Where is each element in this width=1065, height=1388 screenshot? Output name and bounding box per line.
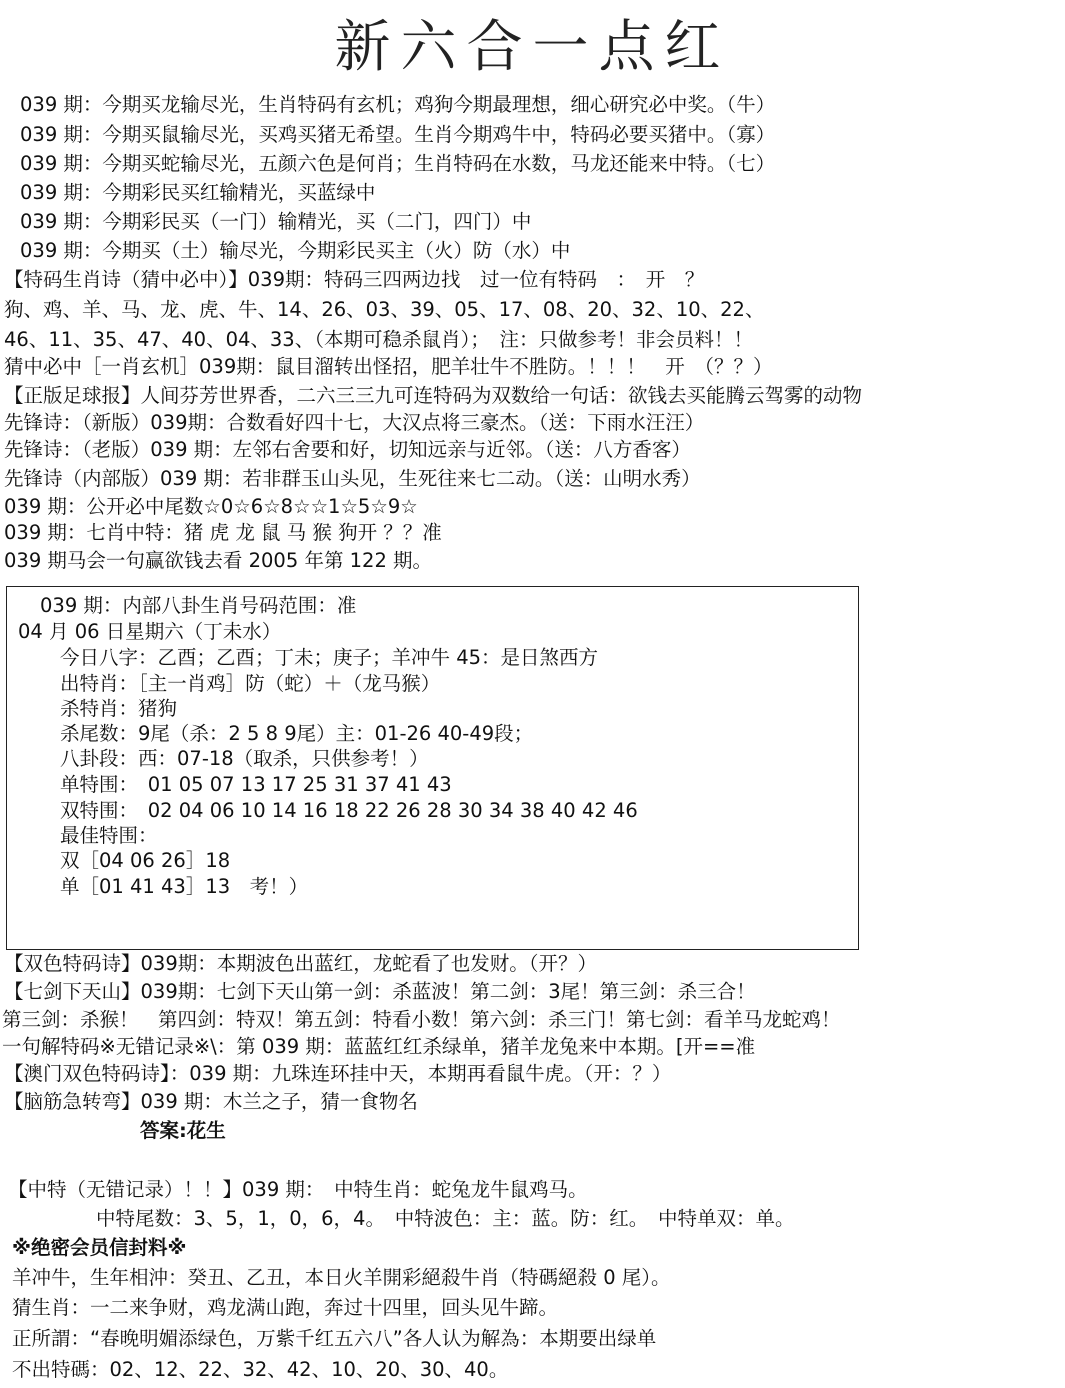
- secret-title: ※绝密会员信封料※: [12, 1236, 187, 1259]
- secret-line: 正所謂：“春晚明媚添绿色，万紫千红五六八”各人认为解為：本期要出绿单: [12, 1327, 657, 1350]
- poem-line: 先锋诗：（老版）039 期：左邻右舍要和好，切知远亲与近邻。（送：八方香客）: [4, 438, 691, 461]
- box-line: 杀尾数：9尾（杀：2 5 8 9尾）主：01-26 40-49段；: [60, 722, 534, 745]
- header-line: 039 期：今期买龙输尽光，生肖特码有玄机；鸡狗今期最理想，细心研究必中奖。（牛）: [20, 93, 776, 116]
- bottom-line: 【七剑下天山】039期：七剑下天山第一剑：杀蓝波！第二剑：3尾！第三剑：杀三合！: [4, 980, 756, 1003]
- secret-line: 羊冲牛，生年相沖：癸丑、乙丑，本日火羊開彩絕殺牛肖（特碼絕殺 0 尾）。: [12, 1266, 671, 1289]
- poem-line: 039 期：七肖中特：猪 虎 龙 鼠 马 猴 狗开 ？？准: [4, 521, 442, 544]
- poem-line: 【正版足球报】人间芬芳世界香，二六三三九可连特码为双数给一句话：欲钱去买能腾云驾雾的动物: [4, 384, 863, 407]
- box-line: 04 月 06 日星期六（丁未水）: [18, 620, 282, 643]
- box-line: 今日八字：乙酉；乙酉；丁未；庚子；羊冲牛 45：是日煞西方: [60, 646, 599, 669]
- poem-line: 先锋诗：（新版）039期：合数看好四十七，大汉点将三豪杰。（送：下雨水汪汪）: [4, 411, 705, 434]
- header-line: 039 期：今期彩民买红输精光，买蓝绿中: [20, 181, 376, 204]
- bottom-line: 【澳门双色特码诗】：039 期：九珠连环挂中天，本期再看鼠牛虎。（开：？）: [4, 1062, 672, 1085]
- bottom-line: 一句解特码※无错记录※\：第 039 期：蓝蓝红红杀绿单，猪羊龙兔来中本期。[开==准: [2, 1035, 756, 1058]
- bottom-line: 【双色特码诗】039期：本期波色出蓝红，龙蛇看了也发财。（开？）: [4, 952, 597, 975]
- bottom-line: 【脑筋急转弯】039 期：木兰之子，猜一食物名: [4, 1090, 418, 1113]
- box-line: 单特围： 01 05 07 13 17 25 31 37 41 43: [60, 773, 452, 796]
- header-line: 039 期：今期买蛇输尽光，五颜六色是何肖；生肖特码在水数，马龙还能来中特。（七）: [20, 152, 776, 175]
- zhongte-line: 中特尾数：3、5，1，0，6，4。 中特波色：主：蓝。防：红。 中特单双：单。: [96, 1207, 795, 1230]
- box-line: 单［01 41 43］13 考！）: [60, 875, 309, 898]
- box-line: 杀特肖：猪狗: [60, 697, 178, 720]
- poem-line: 【特码生肖诗（猜中必中）】039期：特码三四两边找 过一位有特码 ： 开 ？: [4, 268, 705, 291]
- box-line: 出特肖：［主一肖鸡］防（蛇）＋（龙马猴）: [60, 672, 441, 695]
- poem-line: 猜中必中［一肖玄机］039期：鼠目溜转出怪招，肥羊壮牛不胜防。！！！ 开 （？？）: [4, 355, 773, 378]
- secret-line: 不出特碼：02、12、22、32、42、10、20、30、40。: [12, 1358, 509, 1381]
- box-line: 最佳特围：: [60, 824, 158, 847]
- header-line: 039 期：今期彩民买（一门）输精光，买（二门，四门）中: [20, 210, 532, 233]
- poem-line: 46、11、35、47、40、04、33、（本期可稳杀鼠肖）； 注：只做参考！非会员料！！: [4, 328, 753, 351]
- riddle-answer: 答案:花生: [140, 1119, 226, 1142]
- poem-line: 狗、鸡、羊、马、龙、虎、牛、14、26、03、39、05、17、08、20、32、10、22、: [4, 298, 765, 321]
- poem-line: 039 期马会一句赢欲钱去看 2005 年第 122 期。: [4, 549, 433, 572]
- box-line: 039 期：内部八卦生肖号码范围：准: [40, 594, 357, 617]
- poem-line: 先锋诗（内部版）039 期：若非群玉山头见，生死往来七二动。（送：山明水秀）: [4, 467, 701, 490]
- poem-line: 039 期：公开必中尾数☆0☆6☆8☆☆1☆5☆9☆: [4, 495, 418, 518]
- header-line: 039 期：今期买（土）输尽光，今期彩民买主（火）防（水）中: [20, 239, 571, 262]
- box-line: 双［04 06 26］18: [60, 849, 231, 872]
- box-line: 八卦段：西：07-18（取杀，只供参考！）: [60, 747, 429, 770]
- box-line: 双特围： 02 04 06 10 14 16 18 22 26 28 30 34 38 40 42 46: [60, 799, 638, 822]
- secret-line: 猜生肖：一二来争财，鸡龙满山跑，奔过十四里，回头见牛蹄。: [12, 1296, 559, 1319]
- bottom-line: 第三剑：杀猴！ 第四剑：特双！第五剑：特看小数！第六剑：杀三门！第七剑：看羊马龙蛇鸡！: [2, 1008, 841, 1031]
- zhongte-line: 【中特（无错记录）！！】039 期： 中特生肖：蛇兔龙牛鼠鸡马。: [8, 1178, 588, 1201]
- header-line: 039 期：今期买鼠输尽光，买鸡买猪无希望。生肖今期鸡牛中，特码必要买猪中。（寡）: [20, 123, 776, 146]
- page-title: 新六合一点红: [334, 15, 731, 80]
